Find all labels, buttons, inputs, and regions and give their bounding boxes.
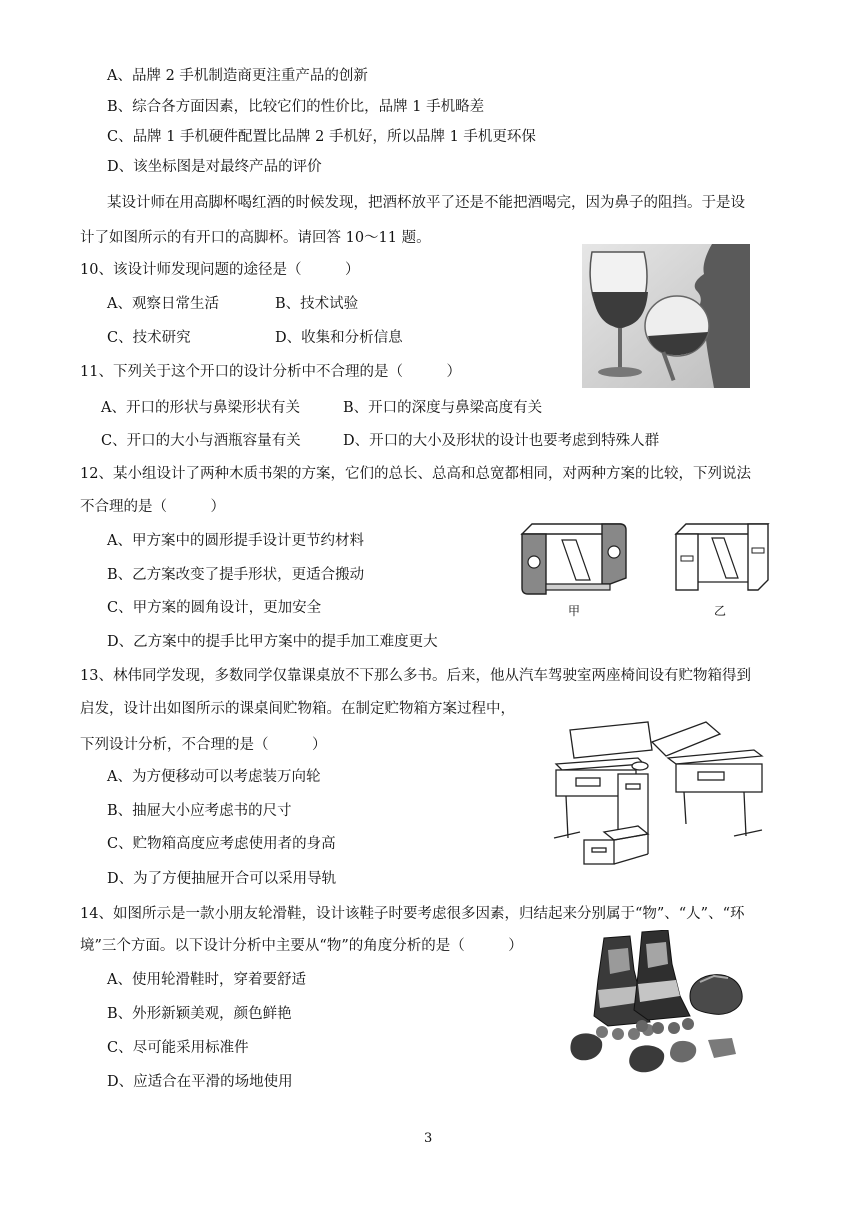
q14-option-b: B、外形新颖美观，颜色鲜艳 xyxy=(107,1006,292,1022)
q13-option-d: D、为了方便抽屉开合可以采用导轨 xyxy=(107,871,337,887)
q12-option-d: D、乙方案中的提手比甲方案中的提手加工难度更大 xyxy=(107,634,438,650)
q13-stem-line-1: 13、林伟同学发现，多数同学仅靠课桌放不下那么多书。后来，他从汽车驾驶室两座椅间设有贮物箱得到 xyxy=(80,668,751,684)
roller-skates-photo xyxy=(568,930,748,1090)
q10-option-d: D、收集和分析信息 xyxy=(275,330,403,346)
q12-stem-line-2: 不合理的是（ ） xyxy=(80,499,225,515)
q10-option-a: A、观察日常生活 xyxy=(107,296,219,312)
q13-stem-line-2: 启发，设计出如图所示的课桌间贮物箱。在制定贮物箱方案过程中， xyxy=(80,701,515,717)
q14-option-d: D、应适合在平滑的场地使用 xyxy=(107,1074,293,1090)
q9-option-c: C、品牌 1 手机硬件配置比品牌 2 手机好，所以品牌 1 手机更环保 xyxy=(107,129,536,145)
q14-stem-line-2: 境”三个方面。以下设计分析中主要从“物”的角度分析的是（ ） xyxy=(80,938,523,954)
q13-option-b: B、抽屉大小应考虑书的尺寸 xyxy=(107,803,292,819)
q11-option-d: D、开口的大小及形状的设计也要考虑到特殊人群 xyxy=(343,433,660,449)
q13-stem-line-3: 下列设计分析，不合理的是（ ） xyxy=(80,737,327,753)
page-number: 3 xyxy=(424,1131,433,1146)
q12-stem-line-1: 12、某小组设计了两种木质书架的方案，它们的总长、总高和总宽都相同，对两种方案的比较，下列说法 xyxy=(80,466,751,482)
passage-line-1: 某设计师在用高脚杯喝红酒的时候发现，把酒杯放平了还是不能把酒喝完，因为鼻子的阻挡。于是设 xyxy=(107,195,745,211)
passage-line-2: 计了如图所示的有开口的高脚杯。请回答 10～11 题。 xyxy=(80,230,431,246)
q11-option-b: B、开口的深度与鼻梁高度有关 xyxy=(343,400,543,416)
q12-option-b: B、乙方案改变了提手形状，更适合搬动 xyxy=(107,567,365,583)
q11-stem: 11、下列关于这个开口的设计分析中不合理的是（ ） xyxy=(80,364,461,380)
q13-option-a: A、为方便移动可以考虑装万向轮 xyxy=(107,769,321,785)
q12-option-a: A、甲方案中的圆形提手设计更节约材料 xyxy=(107,533,364,549)
q11-option-c: C、开口的大小与酒瓶容量有关 xyxy=(101,433,301,449)
q13-option-c: C、贮物箱高度应考虑使用者的身高 xyxy=(107,836,336,852)
q14-stem-line-1: 14、如图所示是一款小朋友轮滑鞋，设计该鞋子时要考虑很多因素，归结起来分别属于“物”、“人”、“环 xyxy=(80,906,745,922)
q14-option-a: A、使用轮滑鞋时，穿着要舒适 xyxy=(107,972,306,988)
bookshelf-jia-figure xyxy=(518,520,630,600)
q10-option-c: C、技术研究 xyxy=(107,330,191,346)
q12-option-c: C、甲方案的圆角设计，更加安全 xyxy=(107,600,322,616)
q9-option-d: D、该坐标图是对最终产品的评价 xyxy=(107,159,322,175)
q14-option-c: C、尽可能采用标准件 xyxy=(107,1040,249,1056)
bookshelf-yi-label: 乙 xyxy=(714,604,727,618)
q10-option-b: B、技术试验 xyxy=(275,296,359,312)
bookshelf-yi-figure xyxy=(672,520,772,600)
q10-stem: 10、该设计师发现问题的途径是（ ） xyxy=(80,262,360,278)
bookshelf-jia-label: 甲 xyxy=(568,604,581,618)
q11-option-a: A、开口的形状与鼻梁形状有关 xyxy=(101,400,300,416)
desk-storage-figure xyxy=(548,720,770,870)
wine-glass-photo xyxy=(582,244,750,388)
q9-option-b: B、综合各方面因素，比较它们的性价比，品牌 1 手机略差 xyxy=(107,99,485,115)
q9-option-a: A、品牌 2 手机制造商更注重产品的创新 xyxy=(107,68,368,84)
